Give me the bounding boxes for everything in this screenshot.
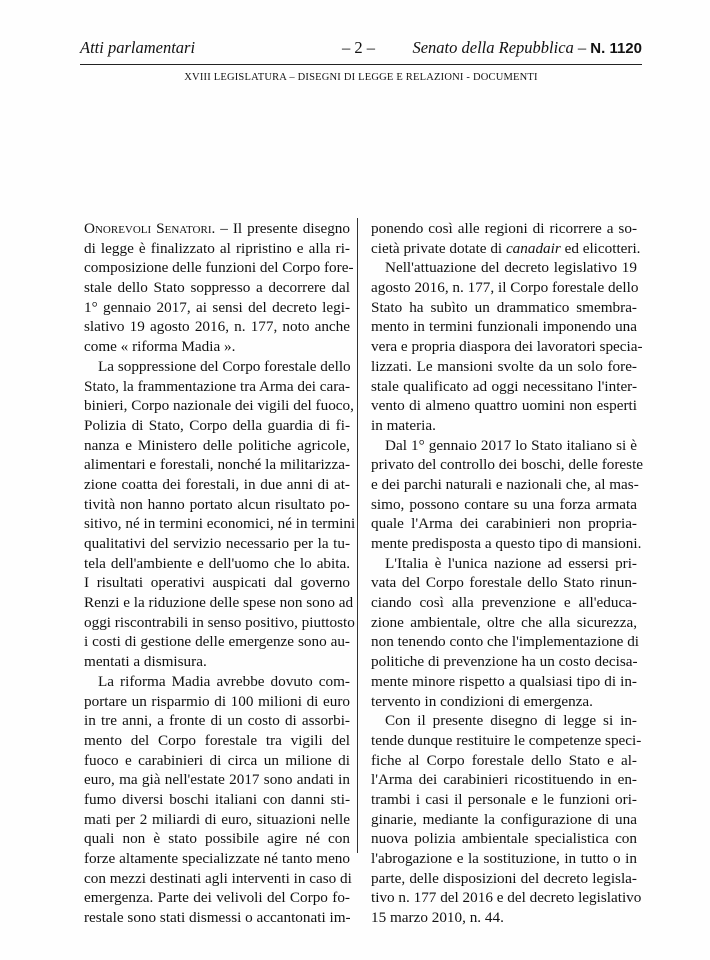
text-line: zione coatta dei forestali, in due anni di at- (84, 475, 350, 493)
italic-term: canadair (505, 239, 561, 257)
text-line: nanza e Ministero delle politiche agricole, (84, 436, 350, 454)
text-line: mente predisposta a questo tipo di mansioni. (371, 535, 642, 552)
text-line: non tenendo conto che l'implementazione di (371, 633, 640, 651)
text-line: stale dello Stato soppresso a decorrere dal (84, 279, 350, 297)
text-line: 15 marzo 2010, n. 44. (371, 909, 504, 927)
text-line: in materia. (371, 416, 436, 434)
text-line: vera e propria diaspora dei lavoratori specia- (371, 338, 643, 356)
text-line: vata del Corpo forestale dello Stato rinun- (371, 574, 637, 592)
text-line: euro, ma già nell'estate 2017 sono andati in (84, 771, 350, 789)
text-line: composizione delle funzioni del Corpo fore- (84, 259, 354, 277)
text-line: lizzati. Le mansioni svolte da un solo fore- (371, 357, 637, 375)
text-line: Onorevoli Senatori. – Il presente disegno (84, 220, 350, 237)
text-line: l'Arma dei carabinieri ricostituendo in en- (371, 771, 637, 789)
header-subtitle: XVIII LEGISLATURA – DISEGNI DI LEGGE E RELAZIONI - DOCUMENTI (184, 72, 538, 83)
left-column (84, 219, 356, 928)
text-line: tervento in condizioni di emergenza. (371, 692, 593, 710)
text-line: I risultati operativi auspicati dal governo (84, 574, 350, 592)
text-line: Stato, la frammentazione tra Arma dei cara- (84, 377, 351, 395)
text-line: Con il presente disegno di legge si in- (385, 712, 637, 730)
text-line: mento in termini funzionali imponendo una (371, 318, 637, 336)
text-line: oggi riscontrabili in senso positivo, piuttosto (84, 613, 355, 631)
text-line: La riforma Madia avrebbe dovuto com- (98, 672, 350, 690)
text-line: zione ambientale, oltre che alla sicurezza, (371, 613, 637, 631)
header-rule (80, 64, 642, 65)
text-line: fuoco e carabinieri di circa un milione di (84, 751, 350, 769)
text-line: mento del Corpo forestale tra vigili del (84, 731, 350, 749)
text-line: nuova polizia ambientale specialistica con (371, 830, 637, 848)
header-separator: – (577, 38, 587, 57)
header-source: Senato della Repubblica (412, 38, 574, 57)
text-line: tela dell'ambiente e dell'uomo che lo abita. (84, 554, 350, 572)
text-line: i costi di gestione delle emergenze sono au- (84, 633, 350, 651)
text-line: forze altamente specializzate né tanto meno (84, 850, 350, 867)
text-line: ginarie, mediante la configurazione di una (371, 810, 637, 828)
text-line: emergenza. Parte dei velivoli del Corpo fo- (84, 889, 350, 907)
text-line: mati per 2 miliardi di euro, situazioni nelle (84, 810, 350, 828)
text-line: cietà private dotate di canadair ed elicotteri. (371, 239, 641, 257)
text-line: tivo n. 177 del 2016 e del decreto legislativo (371, 889, 642, 907)
text-line: fiche al Corpo forestale dello Stato e al- (371, 751, 637, 769)
text-line: tende dunque restituire le competenze speci- (371, 731, 642, 749)
text-line: agosto 2016, n. 177, il Corpo forestale dello (371, 279, 639, 297)
text-line: slativo 19 agosto 2016, n. 177, noto anche (84, 318, 350, 336)
text-line: come « riforma Madia ». (84, 338, 236, 356)
text-line: di legge è finalizzato al ripristino e alla ri- (84, 239, 350, 257)
text-line: in tre anni, a fronte di un costo di assorbi- (84, 712, 350, 730)
text-line: stale qualificato ad oggi necessitano l'inter- (371, 377, 637, 395)
text-line: tività non hanno portato alcun risultato po- (84, 495, 350, 513)
text-line: e dei parchi naturali e nazionali che, al mas- (371, 475, 639, 493)
text-line: mentati a dismisura. (84, 653, 207, 671)
text-line: Nell'attuazione del decreto legislativo 19 (385, 259, 637, 277)
header-left: Atti parlamentari (80, 38, 196, 57)
text-line: sitivo, né in termini economici, né in termini (84, 515, 356, 533)
page-number: – 2 – (342, 38, 375, 57)
text-line: fumo diversi boschi italiani con danni sti- (84, 790, 350, 808)
text-line: Polizia di Stato, Corpo della guardia di fi- (84, 416, 350, 434)
text-line: con mezzi destinati agli interventi in caso di (84, 869, 352, 887)
text-line: binieri, Corpo nazionale dei vigili del fuoco, (84, 397, 354, 415)
text-line: 1° gennaio 2017, ai sensi del decreto legi- (84, 298, 350, 316)
text-line: Dal 1° gennaio 2017 lo Stato italiano si è (385, 436, 637, 454)
text-line: Renzi e la riduzione delle spese non sono ad (84, 594, 354, 612)
running-header (80, 38, 642, 62)
text-line: simo, possono contare su una forza armata (371, 495, 637, 513)
text-line: qualitativi del servizio necessario per la tu- (84, 535, 350, 552)
text-line: L'Italia è l'unica nazione ad essersi pri- (385, 554, 637, 572)
text-line: restale sono stati dismessi o accantonati im- (84, 909, 351, 927)
text-line: La soppressione del Corpo forestale dello (98, 357, 351, 375)
text-line: mente minore rispetto a qualsiasi tipo di in- (371, 672, 637, 690)
header-right (412, 38, 642, 58)
text-line: Stato ha subìto un drammatico smembra- (371, 298, 637, 316)
bill-number: N. 1120 (590, 40, 642, 57)
text-line: parte, delle disposizioni del decreto legisla- (371, 869, 637, 887)
text-line: quale l'Arma dei carabinieri non propria- (371, 515, 637, 533)
text-line: ponendo così alle regioni di ricorrere a so- (371, 220, 637, 237)
text-line: privato del controllo dei boschi, delle foreste (371, 456, 644, 474)
right-column (371, 219, 644, 928)
salutation: Onorevoli Senatori. (84, 220, 216, 237)
text-line: trambi i casi il personale e le funzioni ori- (371, 790, 637, 808)
text-line: quali non è stato possibile agire né con (84, 830, 350, 848)
text-line: l'abrogazione e la sostituzione, in tutto o in (371, 850, 637, 867)
text-line: portare un risparmio di 100 milioni di euro (84, 692, 350, 710)
text-line: vento di almeno quattro uomini non esperti (371, 397, 637, 415)
column-divider (357, 218, 358, 853)
text-line: alimentari e forestali, nonché la militarizza- (84, 456, 350, 474)
text-line: ciando così alla prevenzione e all'educa- (371, 594, 637, 612)
text-line: politiche di prevenzione ha un costo decisa- (371, 653, 638, 671)
